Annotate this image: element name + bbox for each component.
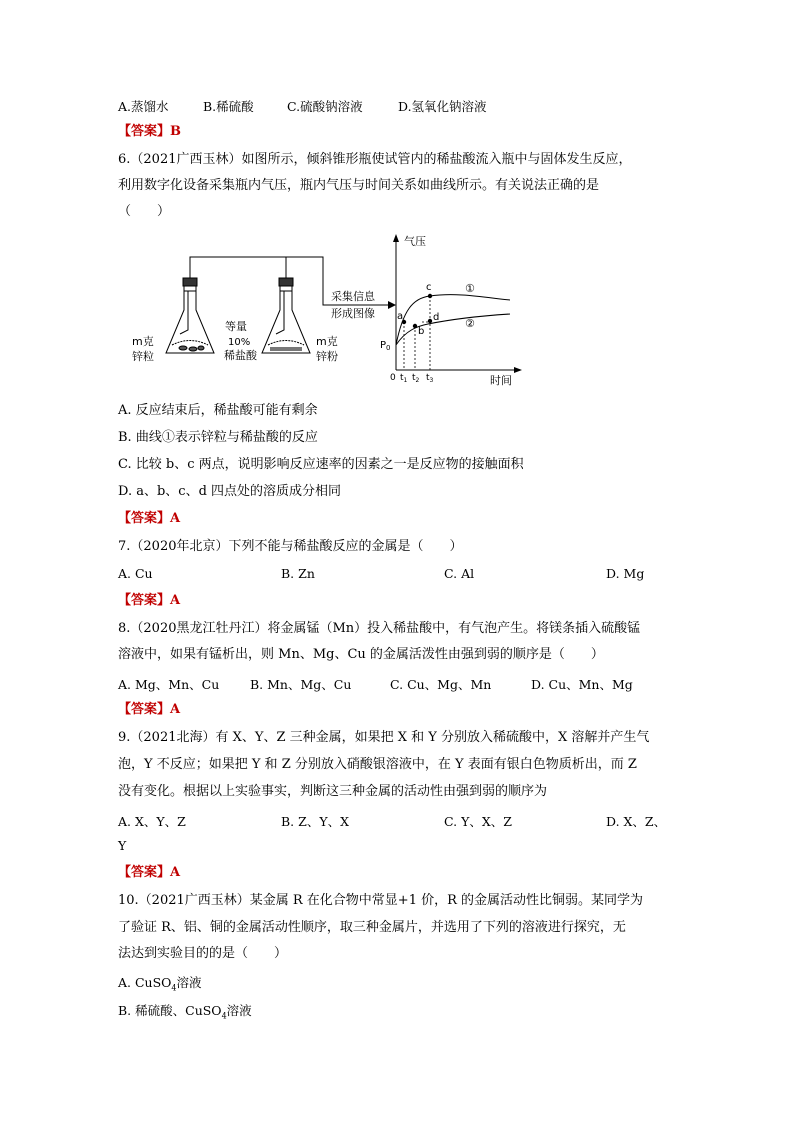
point-c-label: c: [426, 282, 432, 293]
q10-option-a: A. CuSO$_4$溶液: [118, 975, 202, 993]
answer-value: A: [170, 593, 181, 608]
right-mass-label: m克: [316, 335, 338, 348]
q6-option-b: B. 曲线①表示锌粒与稀盐酸的反应: [118, 430, 318, 445]
right-flask: [262, 270, 310, 353]
origin-label: 0: [390, 373, 396, 383]
point-b-label: b: [418, 326, 425, 337]
x-axis-label: 时间: [490, 374, 512, 387]
answer-label: 【答案】: [118, 124, 171, 139]
answer-label: 【答案】: [118, 511, 171, 526]
q10-stem-line1: 10.（2021广西玉林）某金属 R 在化合物中常显+1 价，R 的金属活动性比铜弱。某同学为: [118, 893, 644, 908]
left-flask: [166, 270, 214, 353]
q8-option-b: B. Mn、Mg、Cu: [250, 677, 352, 692]
q9-answer: [118, 865, 180, 881]
q6-option-c: C. 比较 b、c 两点，说明影响反应速率的因素之一是反应物的接触面积: [118, 457, 524, 472]
q8-option-c: C. Cu、Mg、Mn: [390, 677, 492, 692]
answer-value: A: [170, 702, 181, 717]
q6-stem-line1: 6.（2021广西玉林）如图所示，倾斜锥形瓶使试管内的稀盐酸流入瓶中与固体发生反应，: [118, 152, 632, 167]
pressure-time-graph: [393, 234, 522, 373]
q9-option-b: B. Z、Y、X: [281, 814, 349, 829]
q5-option-a: A.蒸馏水: [118, 99, 169, 114]
mid-acid-label: 稀盐酸: [224, 349, 257, 362]
answer-label: 【答案】: [118, 702, 171, 717]
q8-option-d: D. Cu、Mn、Mg: [531, 677, 633, 692]
q6-stem-line3: （ ）: [118, 204, 171, 219]
q7-option-a: A. Cu: [118, 566, 153, 581]
q8-option-a: A. Mg、Mn、Cu: [118, 677, 220, 692]
q7-option-b: B. Zn: [281, 566, 315, 581]
p0-label: $P_0$: [380, 340, 391, 352]
curve-2-label: ②: [465, 317, 475, 330]
answer-value: B: [170, 124, 182, 139]
y-axis-label: 气压: [404, 235, 426, 248]
q7-stem: 7.（2020年北京）下列不能与稀盐酸反应的金属是（ ）: [118, 539, 463, 554]
q6-option-a: A. 反应结束后，稀盐酸可能有剩余: [118, 403, 318, 418]
q8-stem-line1: 8.（2020黑龙江牡丹江）将金属锰（Mn）投入稀盐酸中，有气泡产生。将镁条插入硫酸锰: [118, 621, 641, 636]
mid-equal-label: 等量: [225, 320, 247, 333]
arrow-label-line1: 采集信息: [331, 290, 375, 303]
q8-stem-line2: 溶液中，如果有锰析出，则 Mn、Mg、Cu 的金属活泼性由强到弱的顺序是（ ）: [118, 647, 604, 662]
q8-answer: [118, 702, 180, 718]
answer-value: A: [170, 865, 181, 880]
left-solid-label: 锌粒: [132, 350, 154, 363]
q7-option-c: C. Al: [444, 566, 475, 581]
q5-answer: [118, 124, 181, 140]
point-a-label: a: [397, 311, 404, 322]
q10-option-b: B. 稀硫酸、CuSO$_4$溶液: [118, 1003, 252, 1021]
q9-stem-line3: 没有变化。根据以上实验事实，判断这三种金属的活动性由强到弱的顺序为: [118, 784, 548, 799]
q5-option-c: C.硫酸钠溶液: [287, 99, 363, 114]
right-solid-label: 锌粉: [316, 350, 338, 363]
q7-option-d: D. Mg: [606, 566, 645, 581]
q9-option-d-wrap: Y: [118, 838, 127, 853]
point-d: [428, 319, 432, 323]
q6-option-d: D. a、b、c、d 四点处的溶质成分相同: [118, 484, 342, 499]
q6-answer: [118, 511, 180, 527]
point-d-label: d: [433, 312, 440, 323]
t2-label: $t_2$: [412, 373, 420, 384]
q9-option-a: A. X、Y、Z: [118, 814, 186, 829]
curve-2: [396, 314, 510, 345]
answer-value: A: [170, 511, 181, 526]
curve-1-label: ①: [465, 282, 475, 295]
q5-option-b: B.稀硫酸: [203, 99, 254, 114]
answer-label: 【答案】: [118, 865, 171, 880]
q10-stem-line2: 了验证 R、铝、铜的金属活动性顺序，取三种金属片，并选用了下列的溶液进行探究，无: [118, 920, 626, 935]
point-c: [428, 294, 432, 298]
t3-label: $t_3$: [426, 373, 434, 384]
left-mass-label: m克: [132, 335, 154, 348]
connecting-tube: [190, 257, 326, 305]
q5-option-d: D.氢氧化钠溶液: [398, 99, 487, 114]
q10-stem-line3: 法达到实验目的的是（ ）: [118, 946, 288, 961]
q6-figure: [128, 230, 528, 390]
q6-stem-line2: 利用数字化设备采集瓶内气压，瓶内气压与时间关系如曲线所示。有关说法正确的是: [118, 178, 600, 193]
arrow-label-line2: 形成图像: [331, 307, 375, 320]
mid-percent-label: 10%: [228, 337, 251, 348]
q9-option-c: C. Y、X、Z: [444, 814, 512, 829]
t1-label: $t_1$: [400, 373, 408, 384]
q9-option-d: D. X、Z、: [606, 814, 667, 829]
point-b: [413, 324, 417, 328]
q9-stem-line2: 泡，Y 不反应；如果把 Y 和 Z 分别放入硝酸银溶液中，在 Y 表面有银白色物质析出，而 Z: [118, 757, 637, 772]
q7-answer: [118, 593, 180, 609]
answer-label: 【答案】: [118, 593, 171, 608]
q9-stem-line1: 9.（2021北海）有 X、Y、Z 三种金属，如果把 X 和 Y 分别放入稀硫酸中，X 溶解并产生气: [118, 730, 650, 745]
